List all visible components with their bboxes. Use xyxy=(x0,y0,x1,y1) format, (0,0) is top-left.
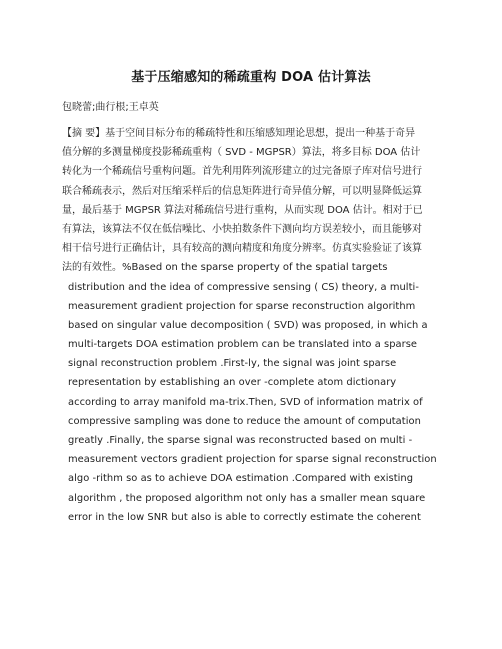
abstract-line: according to array manifold ma-trix.Then, SVD of information matrix of xyxy=(68,396,423,408)
abstract-line: 相干信号进行正确估计，具有较高的测向精度和角度分辨率。仿真实验验证了该算 xyxy=(62,243,422,255)
abstract-line: 法的有效性。%Based on the sparse property of the spatial targets xyxy=(62,262,388,274)
abstract-line: multi-targets DOA estimation problem can be translated into a sparse xyxy=(68,339,418,351)
abstract-line: error in the low SNR but also is able to correctly estimate the coherent xyxy=(68,511,421,523)
abstract-line: distribution and the idea of compressive sensing ( CS) theory, a multi- xyxy=(68,281,419,293)
paper-title: 基于压缩感知的稀疏重构 DOA 估计算法 xyxy=(131,70,371,85)
abstract-line: 转化为一个稀疏信号重构问题。首先利用阵列流形建立的过完备原子库对信号进行 xyxy=(62,166,422,178)
abstract-line: based on singular value decomposition ( SVD) was proposed, in which a xyxy=(68,319,428,331)
abstract-line: 有算法，该算法不仅在低信噪比、小快拍数条件下测向均方误差较小，而且能够对 xyxy=(62,223,422,235)
abstract-line: algorithm , the proposed algorithm not only has a smaller mean square xyxy=(68,492,426,504)
abstract-line: representation by establishing an over -complete atom dictionary xyxy=(68,377,397,389)
abstract-line: 联合稀疏表示，然后对压缩采样后的信息矩阵进行奇异值分解，可以明显降低运算 xyxy=(62,185,422,197)
abstract-line: greatly .Finally, the sparse signal was reconstructed based on multi - xyxy=(68,435,413,446)
abstract-line: 量，最后基于 MGPSR 算法对稀疏信号进行重构，从而实现 DOA 估计。相对于已 xyxy=(62,204,423,216)
abstract-line: 值分解的多测量梯度投影稀疏重构（ SVD - MGPSR）算法，将多目标 DOA 估计 xyxy=(62,147,421,159)
abstract-line: compressive sampling was done to reduce the amount of computation xyxy=(68,415,421,427)
abstract-line: measurement vectors gradient projection for sparse signal reconstruction xyxy=(68,454,437,466)
paper-abstract xyxy=(62,124,442,527)
abstract-line: measurement gradient projection for sparse reconstruction algorithm xyxy=(68,300,416,312)
abstract-line: signal reconstruction problem .First-ly, the signal was joint sparse xyxy=(68,358,397,370)
paper-authors: 包晓蕾;曲行根;王卓英 xyxy=(62,102,159,113)
abstract-line: algo -rithm so as to achieve DOA estimation .Compared with existing xyxy=(68,473,414,485)
abstract-line: 【摘 要】基于空间目标分布的稀疏特性和压缩感知理论思想，提出一种基于奇异 xyxy=(62,128,416,139)
